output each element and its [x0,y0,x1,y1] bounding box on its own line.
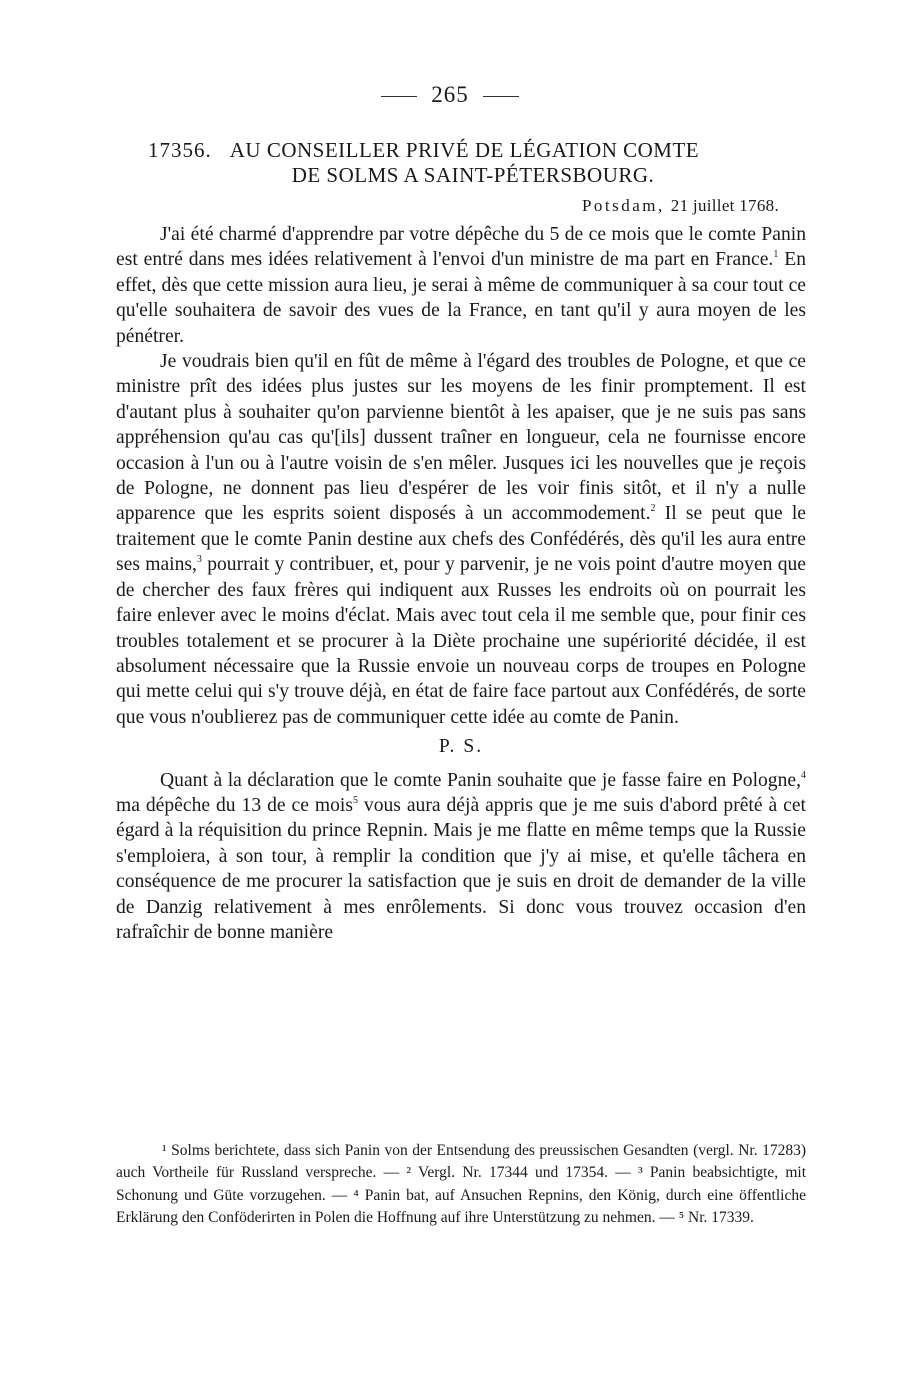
paragraph-3-text-1: Quant à la déclaration que le comte Panin souhaite que je fasse faire en Pologne, [160,769,801,791]
paragraph-1-text-2: En effet, dès que cette mission aura lieu, je serai à même de communiquer à sa cour tout ce qu'elle souhaitera de savoir des vues de la France, en tant qu'il y aura moyen de les pénétrer. [116,249,806,347]
paragraph-1 [116,222,806,349]
paragraph-2 [116,349,806,730]
paragraph-3-text-2: ma dépêche du 13 de ce mois [116,794,353,816]
footnotes [116,1140,806,1230]
footnote-ref-4: 4 [801,769,806,781]
footnotes-text: ¹ Solms berichtete, dass sich Panin von der Entsendung des preussischen Gesandten (vergl. Nr. 17283) auch Vortheile für Russland verspreche. — ² Vergl. Nr. 17344 und 17354. — ³ Panin beabsichtigte, mit Schonung und Güte vorzugehen. — ⁴ Panin bat, auf Ansuchen Repnins, den König, durch eine öffentliche Erklärung den Conföderirten in Polen die Hoffnung auf ihre Unterstützung zu nehmen. — ⁵ Nr. 17339. [116,1142,806,1227]
paragraph-3 [116,768,806,946]
paragraph-2-text-1: Je voudrais bien qu'il en fût de même à l'égard des troubles de Pologne, et que ce ministre prît des idées plus justes sur les moyens de les finir promptement. Il est d'autant plus à souhaiter qu'on parvienne bientôt à les apaiser, que je ne suis pas sans appréhension qu'au cas qu'[ils] dussent traîner en longueur, cela ne fournisse encore occasion à l'un ou à l'autre voisin de s'en mêler. Jusques ici les nouvelles que je reçois de Pologne, ne donnent pas lieu d'espérer de les voir finis sitôt, et il n'y a nulle apparence que les esprits soient disposés à un accommodement. [116,351,806,525]
footnote-ref-2: 2 [650,503,656,515]
paragraph-3-text-3: vous aura déjà appris que je me suis d'abord prêté à cet égard à la réquisition du prince Repnin. Mais je me flatte en même temps que la Russie s'emploiera, à son tour, à remplir la condition que j'y ai mise, et qu'elle tâchera en conséquence de me procurer la satisfaction que je suis en droit de demander de la ville de Danzig relativement à mes enrôlements. Si donc vous trouvez occasion d'en rafraîchir de bonne manière [116,794,806,943]
page-number [0,82,900,108]
page-number-right-rule [483,96,519,97]
letter-number: 17356. [148,138,212,162]
dateline-place: Potsdam, [581,196,665,215]
paragraph-1-text-1: J'ai été charmé d'apprendre par votre dépêche du 5 de ce mois que le comte Panin est entré dans mes idées relativement à l'envoi d'un ministre de ma part en France. [116,224,806,271]
heading-line-1: AU CONSEILLER PRIVÉ DE LÉGATION COMTE [229,138,700,162]
letter-body [116,222,806,945]
postscript-label: P. S. [438,736,484,758]
footnote-ref-1: 1 [773,249,779,261]
footnote-ref-5: 5 [352,794,358,806]
letter-heading [148,138,788,188]
paragraph-2-text-3: pourrait y contribuer, et, pour y parvenir, je ne vois point d'autre moyen que de chercher des faux frères qui indiquent aux Russes les endroits où on pourrait les faire enlever avec le moins d'éclat. Mais avec tout cela il me semble que, pour finir ces troubles totalement et se procurer à la Diète prochaine une supériorité décidée, il est absolument nécessaire que la Russie envoie un nouveau corps de troupes en Pologne qui mette celui qui s'y trouve déjà, en état de faire face partout aux Confédérés, de sorte que vous n'oublierez pas de communiquer cette idée au comte de Panin. [116,554,806,728]
page-number-value: 265 [431,82,469,107]
paragraph-2-text-2: Il se peut que le traitement que le comte Panin destine aux chefs des Confédérés, dès qu'il les aura entre ses mains, [116,503,806,576]
heading-line-2: DE SOLMS A SAINT-PÉTERSBOURG. [291,163,655,187]
dateline [582,196,779,216]
footnote-ref-3: 3 [196,554,202,566]
page-number-left-rule [381,96,417,97]
dateline-date: 21 juillet 1768. [670,196,779,215]
